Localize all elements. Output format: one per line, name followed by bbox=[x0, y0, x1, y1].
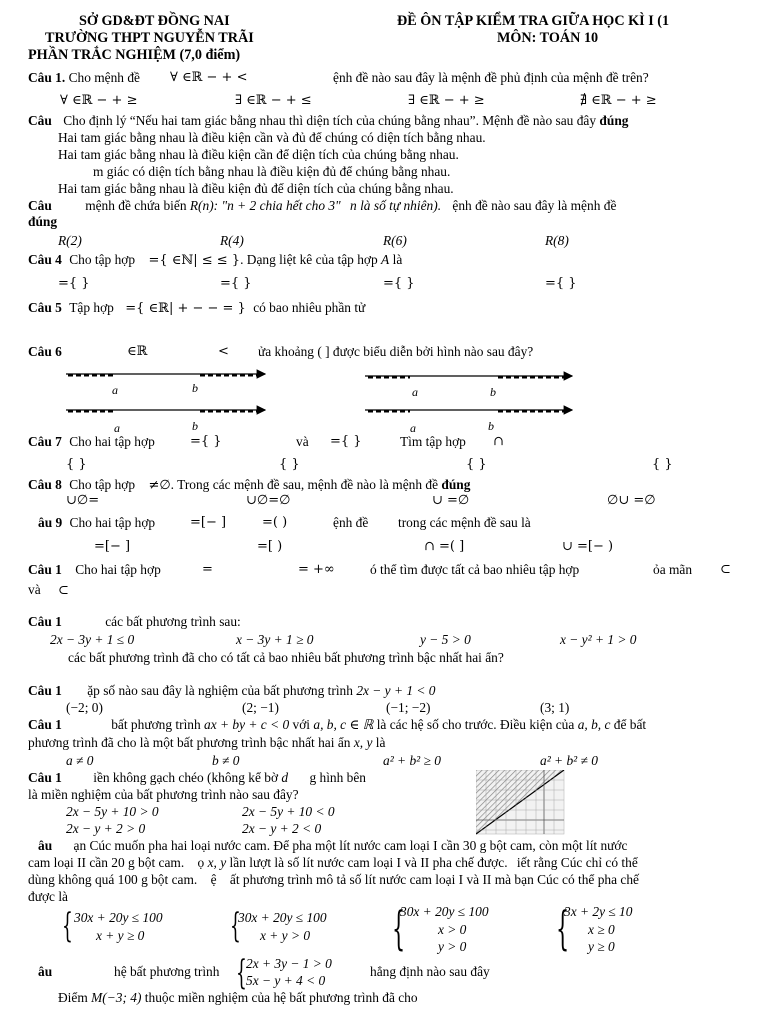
question-stem-math: ∀ ∈ℝ − + < bbox=[170, 70, 248, 85]
option-math: M(−3; 4) bbox=[91, 990, 142, 1005]
question-stem-text: và bbox=[28, 582, 41, 597]
question-stem-math: d bbox=[281, 770, 289, 785]
system-line: 30x + 20y ≤ 100 bbox=[400, 904, 489, 919]
question-4 bbox=[28, 252, 402, 268]
question-3 bbox=[28, 198, 616, 213]
point-a-label: a bbox=[112, 383, 118, 397]
question-stem-math: = +∞ bbox=[298, 562, 335, 577]
option-text: Điểm bbox=[58, 990, 88, 1005]
question-stem: với bbox=[292, 717, 311, 732]
question-stem: ửa khoảng ( ] được biểu diễn bởi hình nào sau đây? bbox=[258, 344, 534, 359]
option-a[interactable] bbox=[58, 990, 418, 1005]
question-label: Câu 1 bbox=[28, 562, 62, 577]
question-12 bbox=[28, 683, 435, 698]
option-c[interactable]: ={ } bbox=[383, 276, 415, 291]
system-line: x ≥ 0 bbox=[588, 922, 615, 937]
solution-region-graph bbox=[476, 770, 566, 836]
question-2 bbox=[28, 113, 628, 128]
option-c[interactable]: ∩ =( ] bbox=[424, 539, 465, 554]
question-stem: ệnh đề nào sau đây là mệnh đề bbox=[452, 198, 617, 213]
question-stem-math: A bbox=[381, 252, 390, 267]
option-a[interactable]: a ≠ 0 bbox=[66, 753, 94, 768]
option-c[interactable]: { } bbox=[466, 457, 487, 472]
question-stem: Cho hai tập hợp bbox=[69, 515, 156, 530]
question-label: Câu bbox=[28, 113, 52, 128]
question-label: Câu 6 bbox=[28, 344, 62, 359]
question-stem-text: iết rằng Cúc chỉ có thể bbox=[516, 855, 638, 870]
question-stem-text: lần lượt là số lít nước cam loại I và II pha chế được. bbox=[229, 855, 508, 870]
question-stem: Cho mệnh đề bbox=[68, 70, 140, 85]
question-label: Câu 1 bbox=[28, 717, 62, 732]
question-stem: Tìm tập hợp bbox=[400, 434, 466, 449]
brace-icon: { bbox=[392, 901, 406, 955]
option-d[interactable]: x − y² + 1 > 0 bbox=[560, 632, 637, 647]
option-c[interactable]: ∃ ∈ℝ − + ≥ bbox=[408, 93, 485, 108]
option-b[interactable]: x − 3y + 1 ≥ 0 bbox=[236, 632, 314, 647]
option-b[interactable]: { } bbox=[279, 457, 300, 472]
point-a-label: a bbox=[410, 421, 416, 435]
question-label: âu bbox=[38, 964, 53, 979]
brace-icon: { bbox=[230, 906, 241, 946]
option-a[interactable]: { } bbox=[66, 457, 87, 472]
question-stem: có bao nhiêu phần tử bbox=[253, 300, 366, 315]
question-stem: các bất phương trình đã cho có tất cả bao nhiêu bất phương trình bậc nhất hai ẩn? bbox=[68, 650, 504, 665]
option-c[interactable]: m giác có diện tích bằng nhau là điều kiện đủ để chúng bằng nhau. bbox=[93, 164, 451, 179]
question-stem-emphasis: đúng bbox=[28, 214, 58, 229]
question-stem: ệnh đề bbox=[333, 515, 369, 530]
question-6 bbox=[28, 344, 62, 359]
option-a[interactable]: R(2) bbox=[58, 233, 82, 248]
question-stem-text: cam loại II cần 20 g bột cam. bbox=[28, 855, 185, 870]
question-label: Câu 5 bbox=[28, 300, 62, 315]
school-name: TRƯỜNG THPT NGUYỄN TRÃI bbox=[45, 30, 254, 46]
option-b[interactable]: (2; −1) bbox=[242, 700, 279, 715]
option-d[interactable]: ={ } bbox=[545, 276, 577, 291]
question-label: Câu 1 bbox=[28, 614, 62, 629]
option-c[interactable]: a² + b² ≥ 0 bbox=[383, 753, 441, 768]
question-stem: và bbox=[296, 434, 309, 449]
option-b[interactable]: 2x − 5y + 10 < 0 bbox=[242, 804, 335, 819]
point-b-label: b bbox=[488, 419, 494, 433]
option-a[interactable]: 2x − 5y + 10 > 0 bbox=[66, 804, 159, 819]
question-stem-math: x, y bbox=[353, 735, 373, 750]
question-label: Câu 1 bbox=[28, 770, 62, 785]
question-stem: là miền nghiệm của bất phương trình nào sau đây? bbox=[28, 787, 299, 802]
question-16 bbox=[38, 964, 52, 979]
option-a[interactable]: 2x − 3y + 1 ≤ 0 bbox=[50, 632, 135, 647]
question-stem: bất phương trình bbox=[111, 717, 201, 732]
question-13 bbox=[28, 717, 646, 732]
point-b-label: b bbox=[490, 385, 496, 399]
question-stem-emphasis: đúng bbox=[441, 477, 471, 492]
question-8 bbox=[28, 477, 470, 493]
question-stem: ó thể tìm được tất cả bao nhiêu tập hợp bbox=[370, 562, 580, 577]
question-stem: được là bbox=[28, 889, 68, 904]
option-a[interactable]: ∪∅= bbox=[66, 493, 100, 508]
option-d[interactable]: ∄ ∈ℝ − + ≥ bbox=[580, 93, 657, 108]
question-stem-text: là bbox=[375, 735, 386, 750]
option-d[interactable]: Hai tam giác bằng nhau là điều kiện đủ để diện tích của chúng bằng nhau. bbox=[58, 181, 454, 196]
question-label: Câu 8 bbox=[28, 477, 62, 492]
number-line-options bbox=[60, 362, 700, 438]
system-line: x + y > 0 bbox=[260, 928, 311, 943]
system-line: 30x + 20y ≤ 100 bbox=[238, 910, 327, 925]
option-d[interactable]: ∪ =[− ) bbox=[562, 539, 614, 554]
question-stem bbox=[28, 872, 639, 887]
question-stem: Cho định lý “Nếu hai tam giác bằng nhau thì diện tích của chúng bằng nhau”. Mệnh đề nào sau đây bbox=[63, 113, 597, 128]
question-stem: là bbox=[392, 252, 403, 267]
question-stem-math: a, b, c ∈ ℝ bbox=[313, 717, 374, 732]
option-d[interactable]: { } bbox=[652, 457, 673, 472]
question-stem: mệnh đề chứa biến bbox=[85, 198, 187, 213]
question-stem: Cho hai tập hợp bbox=[69, 434, 155, 449]
option-a-number-line[interactable] bbox=[66, 374, 265, 397]
question-stem: Cho tập hợp bbox=[69, 252, 136, 267]
question-stem bbox=[28, 582, 69, 598]
question-stem: n là số tự nhiên). bbox=[350, 198, 442, 213]
option-a[interactable]: ∀ ∈ℝ − + ≥ bbox=[60, 93, 138, 108]
question-label: âu bbox=[38, 838, 53, 853]
system-line: x > 0 bbox=[438, 922, 467, 937]
option-c[interactable]: ∪ =∅ bbox=[432, 493, 470, 508]
option-c-number-line[interactable] bbox=[66, 410, 265, 435]
question-stem: iền không gạch chéo (không kể bờ bbox=[93, 770, 279, 785]
option-a[interactable]: =[− ] bbox=[94, 539, 131, 554]
system-line: x + y ≥ 0 bbox=[96, 928, 145, 943]
option-a[interactable]: ={ } bbox=[58, 276, 90, 291]
brace-icon: { bbox=[62, 906, 73, 946]
question-stem: ạn Cúc muốn pha hai loại nước cam. Để pha một lít nước cam loại I cần 30 g bột cam, còn một lít nước bbox=[73, 838, 628, 853]
option-b[interactable]: ={ } bbox=[220, 276, 252, 291]
question-label: âu 9 bbox=[38, 515, 63, 530]
question-stem: để bất bbox=[613, 717, 647, 732]
option-b[interactable]: R(4) bbox=[220, 233, 244, 248]
question-stem-text: ất phương trình mô tả số lít nước cam loại I và II mà bạn Cúc có thể pha chế bbox=[229, 872, 639, 887]
question-stem-emphasis: đúng bbox=[599, 113, 629, 128]
system-line: y > 0 bbox=[438, 939, 467, 954]
option-b[interactable]: =[ ) bbox=[257, 539, 283, 554]
option-c[interactable]: (−1; −2) bbox=[386, 700, 431, 715]
question-15 bbox=[38, 838, 627, 853]
exam-title: ĐỀ ÔN TẬP KIỂM TRA GIỮA HỌC KÌ I (1 bbox=[397, 13, 670, 29]
question-7 bbox=[28, 434, 155, 449]
option-d-number-line[interactable] bbox=[365, 410, 572, 435]
option-d[interactable]: 2x − y + 2 < 0 bbox=[242, 821, 322, 836]
option-b[interactable]: Hai tam giác bằng nhau là điều kiện cần để diện tích của chúng bằng nhau. bbox=[58, 147, 459, 162]
option-c[interactable]: 2x − y + 2 > 0 bbox=[66, 821, 146, 836]
option-text: thuộc miền nghiệm của hệ bất phương trình đã cho bbox=[144, 990, 418, 1005]
question-stem: các bất phương trình sau: bbox=[105, 614, 241, 629]
system-line: 3x + 2y ≤ 10 bbox=[564, 904, 633, 919]
question-stem: Tập hợp bbox=[69, 300, 114, 315]
question-stem: . Dạng liệt kê của tập hợp bbox=[240, 252, 378, 267]
option-b[interactable]: ∃ ∈ℝ − + ≤ bbox=[235, 93, 312, 108]
question-stem-math: ={ } bbox=[330, 434, 362, 449]
question-stem: ệnh đề nào sau đây là mệnh đề phủ định của mệnh đề trên? bbox=[333, 70, 649, 85]
question-5 bbox=[28, 300, 365, 316]
subject-title: MÔN: TOÁN 10 bbox=[497, 30, 599, 46]
question-stem: Cho tập hợp bbox=[69, 477, 136, 492]
question-stem-math: x, y bbox=[207, 855, 227, 870]
question-stem bbox=[28, 855, 638, 870]
question-stem-text: dùng không quá 100 g bột cam. bbox=[28, 872, 198, 887]
question-stem-math: =( ) bbox=[262, 515, 288, 530]
question-1 bbox=[28, 70, 140, 85]
question-stem-math: ={ ∈ℝ| + − − = } bbox=[125, 301, 246, 316]
question-stem: ỏa mãn bbox=[653, 562, 693, 577]
point-a-label: a bbox=[114, 421, 120, 435]
question-stem-text: ệ bbox=[210, 872, 217, 887]
option-d[interactable]: (3; 1) bbox=[540, 700, 570, 715]
system-line: y ≥ 0 bbox=[588, 939, 615, 954]
question-stem-math: a, b, c bbox=[577, 717, 611, 732]
question-stem-math: ∈ℝ bbox=[127, 344, 148, 359]
question-label: Câu 4 bbox=[28, 252, 62, 267]
question-stem-math: ⊂ bbox=[58, 583, 69, 598]
question-stem-math: < bbox=[218, 344, 229, 359]
question-stem: hẳng định nào sau đây bbox=[370, 964, 490, 979]
brace-icon: { bbox=[556, 901, 570, 955]
question-stem: Cho hai tập hợp bbox=[75, 562, 161, 577]
brace-icon: { bbox=[236, 953, 247, 993]
option-d[interactable]: ∅∪ =∅ bbox=[607, 493, 656, 508]
question-11 bbox=[28, 614, 241, 629]
question-stem-math: ⊂ bbox=[720, 562, 731, 577]
point-a-label: a bbox=[412, 385, 418, 399]
option-a[interactable]: Hai tam giác bằng nhau là điều kiện cần và đủ để chúng có diện tích bằng nhau. bbox=[58, 130, 486, 145]
question-stem-math: = bbox=[202, 562, 213, 577]
question-stem-math: R(n): "n + 2 chia hết cho 3" bbox=[189, 198, 341, 213]
question-stem: trong các mệnh đề sau là bbox=[398, 515, 531, 530]
option-c[interactable]: R(6) bbox=[383, 233, 407, 248]
question-stem: g hình bên bbox=[309, 770, 366, 785]
question-stem-math: ∩ bbox=[493, 434, 504, 449]
option-c[interactable]: y − 5 > 0 bbox=[420, 632, 471, 647]
question-stem-math: 2x − y + 1 < 0 bbox=[356, 683, 436, 698]
question-stem: hệ bất phương trình bbox=[114, 964, 220, 979]
point-b-label: b bbox=[192, 419, 198, 433]
question-stem-math: ax + by + c < 0 bbox=[204, 717, 290, 732]
option-a[interactable]: (−2; 0) bbox=[66, 700, 103, 715]
option-d[interactable]: R(8) bbox=[545, 233, 569, 248]
system-line: 2x + 3y − 1 > 0 bbox=[246, 956, 332, 971]
question-stem-math: ≠∅ bbox=[148, 478, 171, 493]
question-9 bbox=[38, 515, 155, 530]
question-label: Câu 1 bbox=[28, 683, 62, 698]
option-b-number-line[interactable] bbox=[365, 376, 572, 399]
option-b[interactable]: ∪∅=∅ bbox=[246, 493, 291, 508]
question-stem bbox=[28, 735, 385, 750]
option-d[interactable]: a² + b² ≠ 0 bbox=[540, 753, 598, 768]
question-14 bbox=[28, 770, 366, 785]
section-title: PHẦN TRẮC NGHIỆM (7,0 điểm) bbox=[28, 47, 241, 63]
question-label: Câu 7 bbox=[28, 434, 62, 449]
question-stem-math: ={ } bbox=[190, 434, 222, 449]
question-stem-math: =[− ] bbox=[190, 515, 227, 530]
system-line: 30x + 20y ≤ 100 bbox=[74, 910, 163, 925]
question-stem: là các hệ số cho trước. Điều kiện của bbox=[376, 717, 575, 732]
question-stem-text: phương trình đã cho là một bất phương trình bậc nhất hai ẩn bbox=[28, 735, 351, 750]
department-name: SỞ GD&ĐT ĐỒNG NAI bbox=[79, 13, 230, 29]
question-10 bbox=[28, 562, 161, 577]
question-label: Câu 1. bbox=[28, 70, 66, 85]
point-b-label: b bbox=[192, 381, 198, 395]
question-label: Câu bbox=[28, 198, 52, 213]
question-stem-text: ọ bbox=[197, 855, 205, 870]
question-stem-math: ={ ∈ℕ| ≤ ≤ } bbox=[148, 253, 241, 268]
system-line: 5x − y + 4 < 0 bbox=[246, 973, 326, 988]
option-b[interactable]: b ≠ 0 bbox=[212, 753, 240, 768]
question-stem: ặp số nào sau đây là nghiệm của bất phương trình bbox=[87, 683, 353, 698]
question-stem: . Trong các mệnh đề sau, mệnh đề nào là mệnh đề bbox=[170, 477, 439, 492]
